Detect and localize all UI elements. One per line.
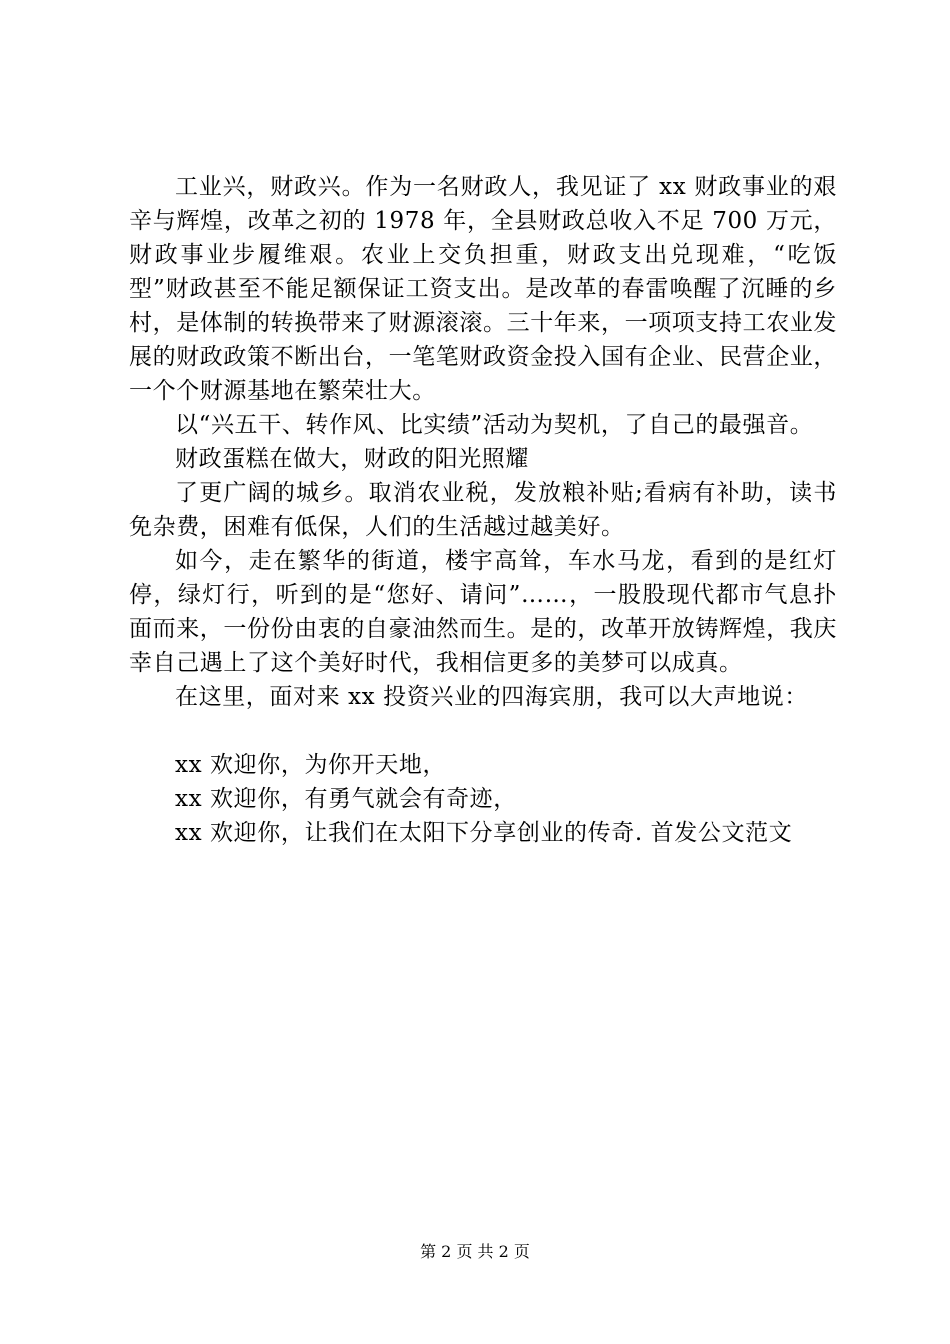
paragraph-urban-rural: 了更广阔的城乡。取消农业税，发放粮补贴;看病有补助，读书免杂费，困难有低保，人们的生活越过越美好。 [129,480,837,540]
paragraph-finance-history: 工业兴，财政兴。作为一名财政人，我见证了 xx 财政事业的艰辛与辉煌，改革之初的 1978 年，全县财政总收入不足 700 万元，财政事业步履维艰。农业上交负担重，财政支出兑现难，“吃饭型”财政甚至不能足额保证工资支出。是改革的春雷唤醒了沉睡的乡村，是体制的转换带来了财源滚滚。三十年来，一项项支持工农业发展的财政政策不断出台，一笔笔财政资金投入国有企业、民营企业，一个个财源基地在繁荣壮大。 [129,174,837,404]
document-body [129,170,837,850]
closing-line-3: xx 欢迎你，让我们在太阳下分享创业的传奇. 首发公文范文 [175,820,793,846]
page-indicator: 第 2 页 共 2 页 [420,1242,530,1261]
paragraph-today: 如今，走在繁华的街道，楼宇高耸，车水马龙，看到的是红灯停，绿灯行，听到的是“您好、请问”……，一股股现代都市气息扑面而来，一份份由衷的自豪油然而生。是的，改革开放铸辉煌，我庆幸自己遇上了这个美好时代，我相信更多的美梦可以成真。 [129,548,837,676]
paragraph-welcome-intro: 在这里，面对来 xx 投资兴业的四海宾朋，我可以大声地说： [175,684,808,710]
closing-line-2: xx 欢迎你，有勇气就会有奇迹， [175,786,517,812]
paragraph-campaign: 以“兴五干、转作风、比实绩”活动为契机，了自己的最强音。 [175,412,814,438]
closing-line-1: xx 欢迎你，为你开天地， [175,752,447,778]
page-footer [0,1241,950,1263]
paragraph-finance-cake: 财政蛋糕在做大，财政的阳光照耀 [175,446,529,472]
